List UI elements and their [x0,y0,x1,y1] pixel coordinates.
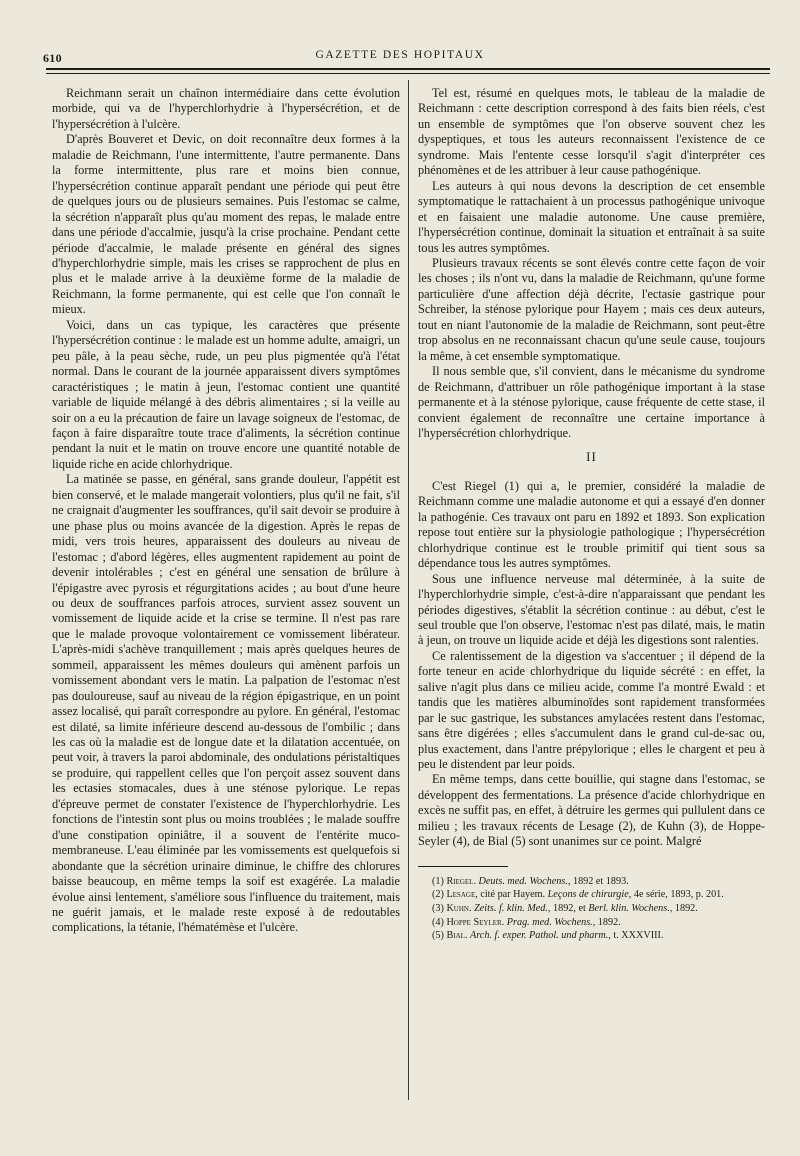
footnote [418,929,765,943]
footnote-detail: 1892, et [550,902,589,914]
paragraph: La matinée se passe, en général, sans grande douleur, l'appétit est bien conservé, et le malade mangerait volontiers, plus qu'il ne fait, s'il ne craignait d'augmenter les souffrances, qu'il sait devoir se produire à une phase plus ou moins avancée de la digestion. Après le repas de midi, vers trois heures, apparaissent des douleurs au niveau de l'estomac ; d'abord légères, elles augmentent rapidement au point de devenir intolérables ; c'est en général une sensation de brûlure à l'épigastre avec pyrosis et régurgitations acides ; au bout d'une heure ou deux de souffrances parfois atroces, survient assez souvent un vomissement de liquide acide et la crise se termine. Il n'est pas rare que le malade provoque volontairement ce vomissement libérateur. L'après-midi s'achève tranquillement ; mais après quelques heures de sommeil, apparaissent les mêmes douleurs qui amènent parfois un vomissement abondant vers le matin. La palpation de l'estomac n'est pas douloureuse, sauf au niveau de la région épigastrique, en un point assez localisé, qui paraît correspondre au pylore. En général, l'estomac est dilaté, sa limite inférieure descend au-dessous de l'ombilic ; dans les cas où la maladie est de longue date et la dilatation accentuée, on peut voir, à travers la paroi abdominale, des ondulations péristaltiques se produire, qui rappellent celles que l'on perçoit assez souvent dans les ectasies stomacales, dues à une sténose pylorique. Le repas d'épreuve permet de constater l'existence de l'hyperchlorhydrie. Les fonctions de l'intestin sont plus ou moins troublées ; le malade souffre d'une constipation opiniâtre, il a souvent de l'entérite muco-membraneuse. L'eau éliminée par les vomissements est quelquefois si abondante que la sécrétion urinaire diminue, le chiffre des chlorures baisse beaucoup, en même temps la soif est exagérée. La maladie évolue ainsi lentement, s'améliore sous l'influence du traitement, mais ne guérit jamais, et le malade reste exposé à de redoutables complications, la tétanie, l'hématémèse et l'ulcère. [52,472,400,935]
footnote-number: (2) [432,889,444,901]
paragraph: Il nous semble que, s'il convient, dans le mécanisme du syndrome de Reichmann, d'attribuer un rôle pathogénique important à la stase permanente et à la sténose pylorique, cause fréquente de cette stase, il convient également de reconnaître une certaine importance à l'hypersécrétion chlorhydrique. [418,364,765,440]
footnote-number: (1) [432,875,444,887]
header-rule-thick [46,68,770,70]
footnote-detail: 1892. [595,916,621,928]
footnote-author: Lesage, [446,889,478,901]
paragraph: Ce ralentissement de la digestion va s'accentuer ; il dépend de la forte teneur en acide chlorhydrique du liquide sécrété : en effet, la salive n'agit plus dans ce milieu acide, comme l'a montré Ewald : et tandis que les matières albuminoïdes sont rapidement transformées par le suc gastrique, les substances amylacées restent dans l'estomac, sans être digérées ; elles s'accumulent dans le grand cul-de-sac ou, plus exactement, dans l'antre prépylorique ; elles le chargent et peu à peu le distendent par leur poids. [418,648,765,772]
footnote-detail: 1892. [672,902,698,914]
footnote [418,916,765,930]
right-column [418,86,765,943]
paragraph: D'après Bouveret et Devic, on doit reconnaître deux formes à la maladie de Reichmann, l'une intermittente, l'autre permanente. Dans la forme intermittente, plus rare et moins bien connue, l'hypersécrétion continue apparaît pendant une période qui peut être de quelques jours ou de plusieurs semaines. Puis l'estomac se calme, la sécrétion n'apparaît plus qu'au moment des repas, le malade entre dans une période d'accalmie, jusqu'à la crise prochaine. Pendant cette période d'accalmie, le malade présente en général des signes d'hyperchlorhydrie simple, mais les crises se rapprochent de plus en plus et le malade arrive à la deuxième forme de la maladie de Reichmann, la forme permanente, qui est celle que l'on connaît le mieux. [52,132,400,317]
footnote-detail: 4e série, 1893, p. 201. [631,889,724,901]
footnote-number: (5) [432,930,444,942]
running-head: GAZETTE DES HOPITAUX [315,49,485,61]
footnote-source: Zeits. f. klin. Med., [474,902,551,914]
footnote-author: Riegel. [446,875,476,887]
footnote-number: (3) [432,902,444,914]
footnote-source: Berl. klin. Wochens., [588,902,673,914]
page-number: 610 [43,51,62,65]
footnote-source: Deuts. med. Wochens., [478,875,571,887]
footnotes [418,875,765,943]
footnote-detail: 1892 et 1893. [570,875,629,887]
footnote-author: Bial. [446,930,468,942]
column-divider [408,80,409,1100]
footnote-source: Prag. med. Wochens., [506,916,596,928]
footnote-detail: cité par Hayem. [477,889,548,901]
paragraph: Plusieurs travaux récents se sont élevés contre cette façon de voir les choses ; ils n'ont vu, dans la maladie de Reichmann, qu'une forme particulière d'une affection déjà décrite, l'ectasie gastrique pour Schreiber, la sténose pylorique pour Hayem ; mais ces deux auteurs, tout en niant l'autonomie de la maladie de Reichmann, sont peut-être trop absolus en ne reconnaissant chacun qu'une seule cause, toujours la même, à cet ensemble symptomatique. [418,255,765,363]
footnote-rule [418,866,508,867]
paragraph: Voici, dans un cas typique, les caractères que présente l'hypersécrétion continue : le malade est un homme adulte, amaigri, un peu pâle, à la peau sèche, rude, un peu plus pigmentée qu'à l'état normal. Dans le courant de la journée apparaissent divers symptômes caractéristiques ; le matin à jeun, l'estomac contient une quantité variable de liquide mélangé à des débris alimentaires ; si la veille au soir on a eu la précaution de faire un lavage soigneux de l'estomac, de façon à faire disparaître toute trace d'aliments, la sécrétion continue pendant la nuit et le matin on trouve encore une quantité notable de liquide riche en acide chlorhydrique. [52,317,400,471]
footnote-detail: t. XXXVIII. [610,930,664,942]
footnote-source: Leçons de chirurgie, [547,889,632,901]
footnote-author: Kuhn. [446,902,472,914]
paragraph: En même temps, dans cette bouillie, qui stagne dans l'estomac, se développent des fermentations. La présence d'acide chlorhydrique en excès ne suffit pas, en effet, à détruire les germes qui pullulent dans ce milieu ; les travaux récents de Lesage (2), de Kuhn (3), de Hoppe-Seyler (4), de Bial (5) sont unanimes sur ce point. Malgré [418,772,765,849]
left-column [52,86,400,936]
paragraph: Sous une influence nerveuse mal déterminée, à la suite de l'hyperchlorhydrie simple, c'est-à-dire n'apparaissant que pendant les périodes digestives, s'établit la sécrétion continue : au début, c'est le seul trouble que l'on observe, l'estomac n'est pas dilaté, mais, le matin à jeun, on trouve un liquide acide et déjà les digestions sont ralenties. [418,571,765,648]
footnote [418,902,765,916]
section-number: II [586,449,597,465]
footnote-author: Hoppe Seyler. [446,916,505,928]
paragraph: Tel est, résumé en quelques mots, le tableau de la maladie de Reichmann : cette description correspond à des faits bien réels, c'est un ensemble de symptômes que l'on observe souvent chez les dyspeptiques, et tous les auteurs reconnaissent l'existence de ce syndrome. Mais l'entente cesse lorsqu'il s'agit d'interpréter ces phénomènes et de les attribuer à leur cause pathogénique. [418,86,765,178]
header-rule-thin [46,73,770,74]
paragraph: Reichmann serait un chaînon intermédiaire dans cette évolution morbide, qui va de l'hyperchlorhydrie à l'hypersécrétion, et de l'hypersécrétion à l'ulcère. [52,86,400,131]
paragraph: Les auteurs à qui nous devons la description de cet ensemble symptomatique le rattachaient à un processus pathogénique univoque et en faisaient une maladie autonome. Une cause première, l'hypersécrétion continue, dominait la situation et entraînait à sa suite tous les autres symptômes. [418,178,765,255]
footnote-source: Arch. f. exper. Pathol. und pharm., [470,930,611,942]
paragraph: C'est Riegel (1) qui a, le premier, considéré la maladie de Reichmann comme une maladie autonome et qui a essayé d'en donner la pathogénie. Ces travaux ont paru en 1892 et 1893. Son explication repose tout entière sur la physiologie pathologique ; l'hypersécrétion chlorhydrique continue est le trouble primitif qui tient sous sa dépendance tous les autres symptômes. [418,478,765,571]
footnote [418,888,765,902]
footnote-number: (4) [432,916,444,928]
footnote [418,875,765,889]
